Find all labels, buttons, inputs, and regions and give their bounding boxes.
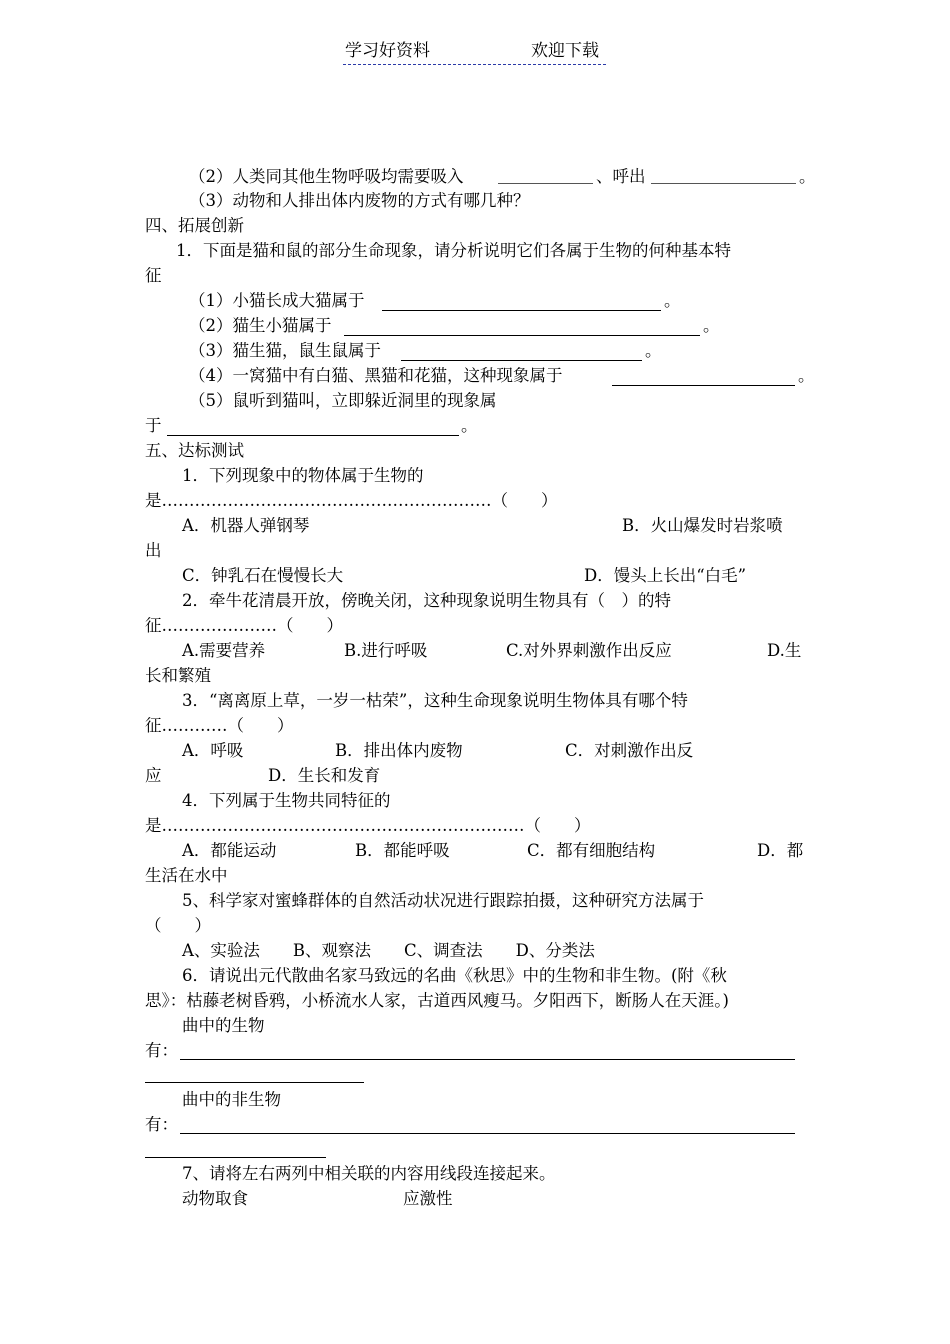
test-1-option-b-cont: 出 [145, 541, 162, 560]
section-4-item-1: （1）小猫长成大猫属于 [189, 291, 365, 310]
test-4-option-a: A．都能运动 [182, 841, 277, 860]
test-1-option-b: B．火山爆发时岩浆喷 [622, 516, 783, 535]
answer-blank-4-5[interactable] [167, 435, 459, 436]
answer-blank-4-1[interactable] [382, 310, 661, 311]
test-4-line1: 4．下列属于生物共同特征的 [182, 791, 391, 810]
test-5-line1: 5、科学家对蜜蜂群体的自然活动状况进行跟踪拍摄，这种研究方法属于 [182, 891, 704, 910]
test-2-option-b: B.进行呼吸 [344, 641, 428, 660]
test-3-line1: 3．“离离原上草，一岁一枯荣”，这种生命现象说明生物体具有哪个特 [182, 691, 688, 710]
test-6-bio-label: 曲中的生物 [182, 1016, 265, 1035]
test-4-option-c: C．都有细胞结构 [527, 841, 656, 860]
answer-blank-inhale[interactable] [498, 183, 593, 184]
section-4-item-4: （4）一窝猫中有白猫、黑猫和花猫，这种现象属于 [189, 366, 563, 385]
answer-blank-nonbio-1[interactable] [180, 1133, 795, 1134]
test-2-line1: 2．牵牛花清晨开放，傍晚关闭，这种现象说明生物具有（ ）的特 [182, 591, 671, 610]
test-3-option-d: D．生长和发育 [268, 766, 381, 785]
test-5-options: A、实验法 B、观察法 C、调查法 D、分类法 [182, 941, 595, 960]
test-7-left-item: 动物取食 [182, 1189, 248, 1208]
test-7-text: 7、请将左右两列中相关联的内容用线段连接起来。 [182, 1164, 556, 1183]
period: 。 [461, 416, 478, 435]
section-4-q1-line2: 征 [145, 266, 162, 285]
answer-blank-nonbio-2[interactable] [145, 1157, 326, 1158]
test-2-option-a: A.需要营养 [182, 641, 266, 660]
section-5-heading: 五、达标测试 [145, 441, 244, 460]
test-6-nonbio-label: 曲中的非生物 [182, 1090, 281, 1109]
test-2-option-c: C.对外界刺激作出反应 [506, 641, 672, 660]
test-3-option-b: B．排出体内废物 [335, 741, 463, 760]
question-2-end: 。 [799, 167, 816, 186]
test-2-option-d-cont: 长和繁殖 [145, 666, 211, 685]
page-header [343, 38, 606, 65]
test-1-option-c: C．钟乳石在慢慢长大 [182, 566, 344, 585]
test-2-line2: 征…………………（ ） [145, 616, 343, 635]
question-2-text: （2）人类同其他生物呼吸均需要吸入 [189, 167, 464, 186]
test-5-line2: （ ） [145, 916, 211, 935]
test-4-line2: 是…………………………………………………………（ ） [145, 816, 591, 835]
test-1-option-a: A．机器人弹钢琴 [182, 516, 310, 535]
answer-blank-exhale[interactable] [651, 183, 796, 184]
test-4-option-b: B．都能呼吸 [355, 841, 450, 860]
test-2-option-d: D.生 [767, 641, 802, 660]
period: 。 [798, 366, 815, 385]
answer-blank-4-4[interactable] [612, 385, 795, 386]
section-4-item-3: （3）猫生猫，鼠生鼠属于 [189, 341, 381, 360]
test-3-option-a: A．呼吸 [182, 741, 244, 760]
test-3-option-c: C．对刺激作出反 [565, 741, 694, 760]
test-6-bio-have: 有： [145, 1041, 178, 1060]
header-right-text: 欢迎下载 [531, 41, 599, 61]
test-6-line1: 6．请说出元代散曲名家马致远的名曲《秋思》中的生物和非生物。(附《秋 [182, 966, 727, 985]
answer-blank-4-2[interactable] [344, 335, 700, 336]
section-4-item-5: （5）鼠听到猫叫，立即躲近洞里的现象属 [189, 391, 497, 410]
question-2-mid: 、呼出 [596, 167, 646, 186]
test-4-option-d-cont: 生活在水中 [145, 866, 228, 885]
test-6-nonbio-have: 有： [145, 1115, 178, 1134]
test-1-line2: 是……………………………………………………（ ） [145, 491, 558, 510]
test-1-option-d: D．馒头上长出“白毛” [584, 566, 747, 585]
test-3-line2: 征…………（ ） [145, 716, 294, 735]
test-3-option-c-cont: 应 [145, 766, 162, 785]
test-1-line1: 1．下列现象中的物体属于生物的 [182, 466, 424, 485]
period: 。 [664, 291, 681, 310]
section-4-item-5-cont: 于 [145, 416, 162, 435]
question-3-text: （3）动物和人排出体内废物的方式有哪几种？ [189, 191, 530, 210]
test-6-line2: 思》：枯藤老树昏鸦，小桥流水人家，古道西风瘦马。夕阳西下，断肠人在天涯。) [145, 991, 729, 1010]
test-4-option-d: D．都 [757, 841, 804, 860]
test-7-right-item: 应激性 [403, 1189, 453, 1208]
section-4-q1-line1: 1．下面是猫和鼠的部分生命现象，请分析说明它们各属于生物的何种基本特 [176, 241, 731, 260]
header-left-text: 学习好资料 [345, 41, 430, 61]
answer-blank-4-3[interactable] [401, 360, 642, 361]
section-4-item-2: （2）猫生小猫属于 [189, 316, 332, 335]
answer-blank-bio-2[interactable] [145, 1082, 364, 1083]
answer-blank-bio-1[interactable] [180, 1059, 795, 1060]
section-4-heading: 四、拓展创新 [145, 216, 244, 235]
period: 。 [645, 341, 662, 360]
period: 。 [703, 316, 720, 335]
